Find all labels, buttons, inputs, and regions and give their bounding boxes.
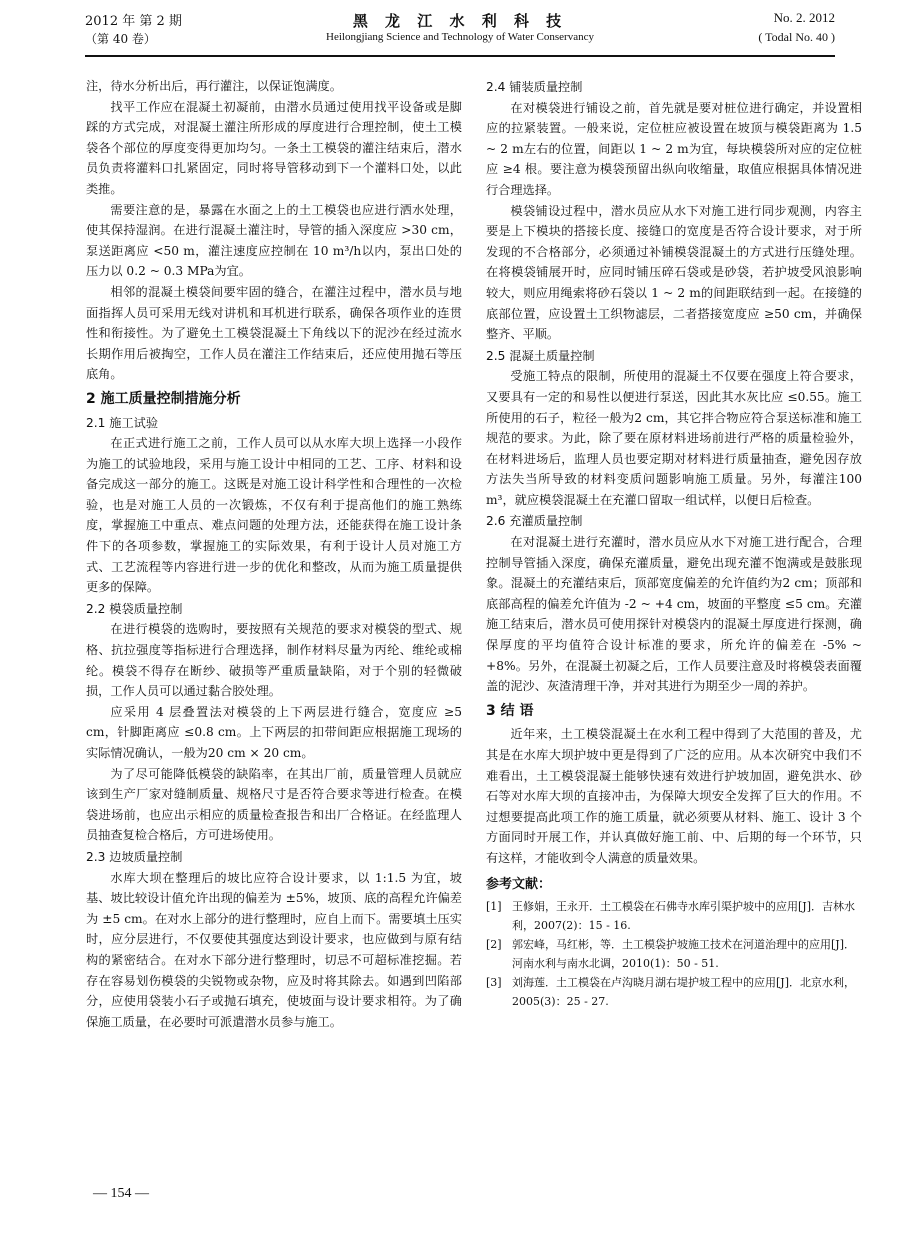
reference-number: [2] xyxy=(486,938,502,952)
reference-number: [1] xyxy=(486,900,502,914)
journal-title-en: Heilongjiang Science and Technology of Water Conservancy xyxy=(326,31,594,43)
paragraph: 模袋铺设过程中，潜水员应从水下对施工进行同步观测，内容主要是上下模块的搭接长度、接缝口的宽度是否符合设计要求，对于所发现的不合格部分，必须通过补铺模袋混凝土的方式进行压缝处理。在将模袋铺展开时，应同时铺压碎石袋或是砂袋，若护坡受风浪影响较大，则应用绳索将砂石袋以 1 ~ 2 m的间距联结到一起。在接缝的底部位置，应设置土工织物滤层，二者搭接宽度应 ≥50 cm，并确保整齐、平顺。 xyxy=(486,203,862,342)
header-volume: （第 40 卷） xyxy=(85,32,156,46)
reference-item xyxy=(486,973,862,1011)
paragraph: 受施工特点的限制，所使用的混凝土不仅要在强度上符合要求，又要具有一定的和易性以便进行泵送，因此其水灰比应 ≤0.55。施工所使用的石子，粒径一般为2 cm，其它拌合物应符合泵送标准和施工规范的要求。为此，除了要在原材料进场前进行严格的质量检验外，在材料进场后，监理人员也要定期对材料进行质量抽查，避免因存放方法失当所导致的材料变质问题影响施工质量。另外，每灌注100 m³，就应模袋混凝土在充灌口留取一组试样，以便日后检查。 xyxy=(486,369,862,507)
header-year-issue: 2012 年 第 2 期 xyxy=(85,14,182,29)
reference-text: 郭宏峰，马红彬，等．土工模袋护坡施工技术在河道治理中的应用[J]．河南水利与南水北调，2010(1)：50 - 51. xyxy=(512,938,855,971)
running-header xyxy=(85,10,835,60)
journal-title-cn: 黑 龙 江 水 利 科 技 xyxy=(352,12,568,30)
left-column xyxy=(86,76,462,1032)
paragraph: 在对模袋进行铺设之前，首先就是要对桩位进行确定，并设置相应的拉紧装置。一般来说，定位桩应被设置在坡顶与模袋距离为 1.5 ~ 2 m左右的位置，间距以 1 ~ 2 m为宜，每块模袋所对应的定位桩应 ≥4 根。要注意为模袋预留出纵向收缩量，取值应根据具体情况进行合理选择。 xyxy=(486,100,862,197)
paragraph: 在正式进行施工之前，工作人员可以从水库大坝上选择一小段作为施工的试验地段，采用与施工设计中相同的工艺、工序、材料和设备完成这一部分的施工。这既是对施工设计科学性和合理性的一次检验，也是对施工人员的一次锻炼，不仅有利于提高他们的施工熟练度，掌握施工中重点、难点问题的处理方法，还能获得在施工设计条件下的各项参数，掌握施工的实际效果，有利于设计人员对施工方式、工艺流程等内容进行进一步的优化和整改，从而为施工质量提供更多的保障。 xyxy=(86,436,462,595)
subsection-heading-2-4: 2.4 铺装质量控制 xyxy=(486,80,583,94)
paragraph: 注，待水分析出后，再行灌注，以保证饱满度。 xyxy=(86,79,342,93)
subsection-heading-2-5: 2.5 混凝土质量控制 xyxy=(486,348,595,363)
paragraph: 需要注意的是，暴露在水面之上的土工模袋也应进行洒水处理，使其保持湿润。在进行混凝土灌注时，导管的插入深度应 >30 cm，泵送距离应 <50 m，灌注速度应控制在 10 m³/h以内，泵出口处的压力以 0.2 ~ 0.3 MPa为宜。 xyxy=(86,202,462,279)
right-column xyxy=(486,76,862,1011)
header-total-en: ( Todal No. 40 ) xyxy=(758,30,835,44)
paragraph: 相邻的混凝土模袋间要牢固的缝合，在灌注过程中，潜水员与地面指挥人员可采用无线对讲机和耳机进行联系，确保各项作业的连贯性和衔接性。为了避免土工模袋混凝土下角线以下的泥沙在经过流水长期作用后被掏空，工作人员在灌注工作结束后，还应使用抛石等压底角。 xyxy=(86,284,462,382)
reference-item xyxy=(486,897,862,935)
subsection-heading-2-2: 2.2 模袋质量控制 xyxy=(86,601,183,616)
page-number: — 154 — xyxy=(93,1186,149,1201)
references-heading: 参考文献： xyxy=(486,876,552,892)
paragraph: 在进行模袋的选购时，要按照有关规范的要求对模袋的型式、规格、抗拉强度等指标进行合理选择，制作材料尽量为丙纶、维纶或棉纶。模袋不得存在断纱、破损等严重质量缺陷，对于个别的轻微破损，工作人员可以通过黏合胶处理。 xyxy=(86,622,462,699)
reference-item xyxy=(486,935,862,973)
paragraph: 近年来，土工模袋混凝土在水利工程中得到了大范围的普及，尤其是在水库大坝护坡中更是得到了广泛的应用。从本次研究中我们不难看出，土工模袋混凝土能够快速有效进行护坡加固，避免洪水、砂石等对水库大坝的直接冲击，为保障大坝安全发挥了巨大的作用。不过想要提高此项工作的施工质量，就必须要从材料、施工、设计 3 个方面同时开展工作，并认真做好施工前、中、后期的每一个环节，只有这样，才能收到令人满意的质量效果。 xyxy=(486,727,862,865)
subsection-heading-2-1: 2.1 施工试验 xyxy=(86,415,159,430)
paragraph: 在对混凝土进行充灌时，潜水员应从水下对施工进行配合，合理控制导管插入深度，确保充灌质量，避免出现充灌不饱满或是鼓胀现象。混凝土的充灌结束后，顶部宽度偏差的允许值约为2 cm；顶部和底部高程的偏差允许值为 -2 ~ +4 cm，坡面的平整度 ≤5 cm。充灌施工结束后，潜水员可使用探针对模袋内的混凝土厚度进行探测，确保厚度的平均值符合设计标准的要求，所允许的偏差在 -5% ~ +8%。另外，在混凝土初凝之后，工作人员要注意及时将模袋表面覆盖的泥沙、灰渣清理干净，并对其进行为期至少一周的养护。 xyxy=(486,535,862,694)
paragraph: 应采用 4 层叠置法对模袋的上下两层进行缝合，宽度应 ≥5 cm，针脚距离应 ≤0.8 cm。上下两层的扣带间距应根据施工现场的实际情况确认，一般为20 cm × 20 cm。 xyxy=(86,704,462,760)
header-issue-en: No. 2. 2012 xyxy=(773,10,835,25)
reference-text: 刘海莲．土工模袋在卢沟晓月湖右堤护坡工程中的应用[J]．北京水利，2005(3)：25 - 27. xyxy=(512,976,855,1009)
reference-text: 王修娟，王永开．土工模袋在石佛寺水库引渠护坡中的应用[J]．吉林水利，2007(2)：15 - 16. xyxy=(512,900,855,933)
subsection-heading-2-6: 2.6 充灌质量控制 xyxy=(486,514,583,529)
section-heading-3: 3 结 语 xyxy=(486,702,534,719)
paragraph: 为了尽可能降低模袋的缺陷率，在其出厂前，质量管理人员就应该到生产厂家对缝制质量、规格尺寸是否符合要求等进行检查。在模袋进场前，也应出示相应的质量检查报告和出厂合格证。在经监理人员抽查复检合格后，方可进场使用。 xyxy=(86,766,462,843)
reference-number: [3] xyxy=(486,976,502,990)
subsection-heading-2-3: 2.3 边坡质量控制 xyxy=(86,849,183,864)
section-heading-2: 2 施工质量控制措施分析 xyxy=(86,390,241,407)
paragraph: 水库大坝在整理后的坡比应符合设计要求，以 1:1.5 为宜，坡基、坡比较设计值允许出现的偏差为 ±5%，坡顶、底的高程允许偏差为 ±5 cm。在对水上部分的进行整理时，应自上而下。需要填土压实时，应分层进行，不仅要使其强度达到设计要求，也应做到与原有结构的紧密结合。在对水下部分进行整理时，切忌不可超标准挖掘。若存在容易划伤模袋的尖锐物或杂物，应及时将其除去。如遇到凹陷部分，应使用袋装小石子或抛石填充，使坡面与设计要求相符。为了确保施工质量，在必要时可派遣潜水员参与施工。 xyxy=(86,870,462,1029)
paragraph: 找平工作应在混凝土初凝前，由潜水员通过使用找平设备或是脚踩的方式完成，对混凝土灌注所形成的厚度进行合理控制，使土工模袋各个部位的厚度变得更加均匀。一条土工模袋的灌注结束后，潜水员负责将灌料口扎紧固定，同时将导管移动到下一个灌料口处，以此类推。 xyxy=(86,99,462,196)
header-rule xyxy=(85,55,835,57)
